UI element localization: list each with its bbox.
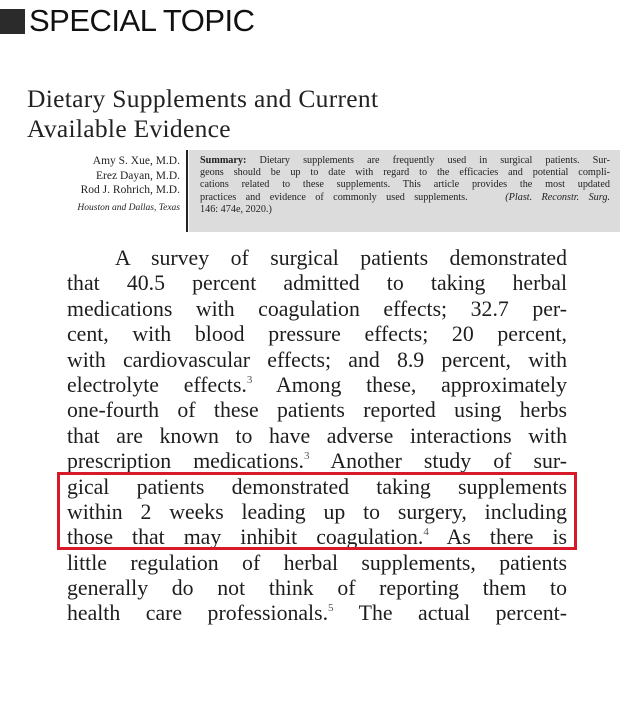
- section-label: SPECIAL TOPIC: [29, 3, 255, 38]
- citation-ref[interactable]: 3: [246, 373, 253, 386]
- body-text-run: As there is: [428, 525, 568, 550]
- summary-line: cations related to these supplements. This article provides the most updated: [200, 179, 610, 191]
- body-text-run: generally do not think of reporting them to: [67, 576, 567, 601]
- summary-line: Summary: Dietary supplements are frequently used in surgical patients. Sur-: [200, 155, 610, 166]
- body-line: [67, 551, 567, 576]
- summary-line: geons should be up to date with regard to the efficacies and potential compli-: [200, 167, 610, 179]
- body-line: [67, 322, 567, 347]
- topic-marker: [0, 9, 25, 34]
- body-line: [67, 297, 567, 322]
- author-affiliation: Houston and Dallas, Texas: [77, 202, 180, 213]
- body-text-run: A survey of surgical patients demonstrated: [115, 246, 567, 270]
- body-text-run: gical patients demonstrated taking supplements: [67, 474, 567, 499]
- summary-rule: [186, 150, 188, 232]
- body-text-run: that are known to have adverse interactions with: [67, 423, 567, 448]
- author-name: Rod J. Rohrich, M.D.: [80, 184, 180, 196]
- body-text-run: within 2 weeks leading up to surgery, including: [67, 499, 567, 524]
- author-name: Amy S. Xue, M.D.: [92, 155, 180, 167]
- body-line: [67, 398, 567, 423]
- body-line: [67, 601, 567, 626]
- body-text-run: prescription medications.: [67, 449, 304, 474]
- body-text-run: The actual percent-: [333, 601, 567, 626]
- title-line: Dietary Supplements and Current: [27, 84, 379, 113]
- body-text-run: electrolyte effects.: [67, 372, 247, 397]
- body-paragraph: [67, 246, 567, 627]
- summary-heading: Summary:: [200, 155, 247, 166]
- author-list: [77, 154, 180, 215]
- title-line: Available Evidence: [27, 114, 231, 143]
- body-text-run: health care professionals.: [67, 601, 329, 626]
- body-text-run: one-fourth of these patients reported using herbs: [67, 398, 567, 423]
- body-line: [67, 348, 567, 373]
- body-text-run: that 40.5 percent admitted to taking herbal: [67, 271, 567, 296]
- body-text-run: Another study of sur-: [309, 449, 567, 474]
- body-text-run: those that may inhibit coagulation.: [67, 525, 424, 550]
- body-line: [67, 424, 567, 449]
- body-line: [67, 246, 567, 271]
- body-line: [67, 576, 567, 601]
- body-text-run: little regulation of herbal supplements, patients: [67, 550, 567, 575]
- citation-ref[interactable]: 5: [328, 602, 334, 615]
- citation-ref[interactable]: 3: [304, 450, 310, 463]
- body-line: [67, 449, 567, 474]
- author-name: Erez Dayan, M.D.: [96, 169, 180, 182]
- summary-citation: (Plast. Reconstr. Surg.: [505, 191, 610, 203]
- citation-ref[interactable]: 4: [423, 526, 429, 539]
- summary-line: practices and evidence of commonly used supplements. (Plast. Reconstr. Surg.: [200, 191, 610, 203]
- body-text-run: with cardiovascular effects; and 8.9 percent, with: [67, 347, 567, 372]
- summary-line: 146: 474e, 2020.): [200, 203, 272, 215]
- body-text-run: medications with coagulation effects; 32.7 per-: [67, 296, 567, 321]
- body-text-run: cent, with blood pressure effects; 20 percent,: [67, 322, 567, 347]
- body-line: [67, 373, 567, 398]
- body-line: [67, 271, 567, 296]
- article-title: [27, 84, 378, 144]
- highlight-box: [57, 472, 577, 550]
- body-text-run: Among these, approximately: [252, 372, 568, 397]
- summary-box: [189, 150, 620, 232]
